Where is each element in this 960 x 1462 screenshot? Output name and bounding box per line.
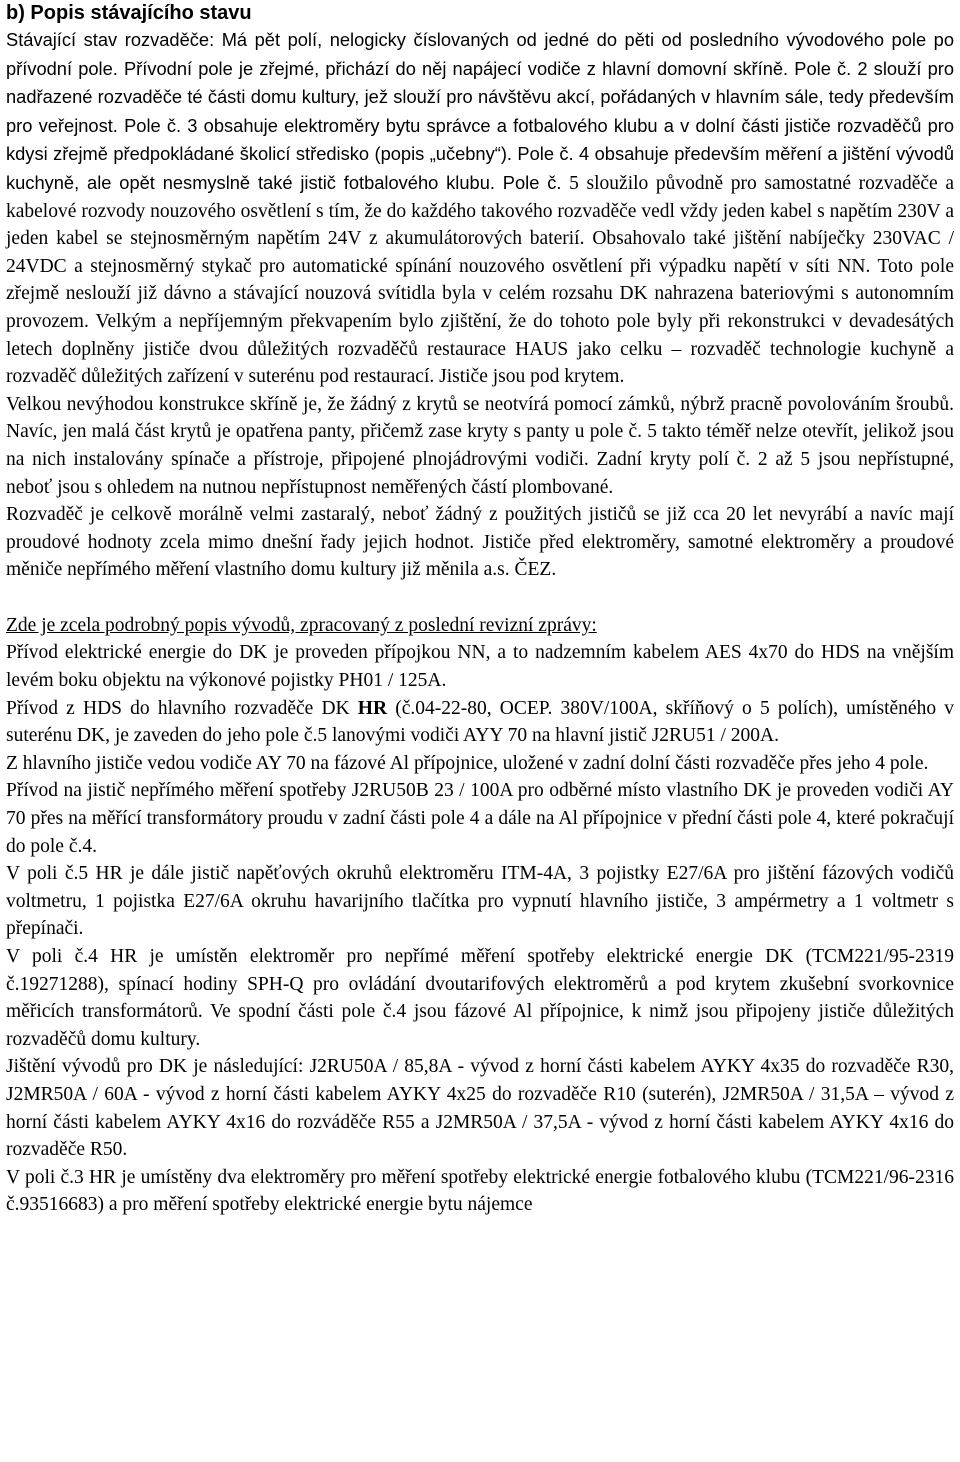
field-5-paragraph: V poli č.5 HR je dále jistič napěťových okruhů elektroměru ITM-4A, 3 pojistky E27/6A pro jištění fázových vodičů voltmetru, 1 pojistka E27/6A okruhu havarijního tlačítka pro vypnutí hlavního jističe, 3 ampérmetry a 1 voltmetr s přepínači. [6, 863, 954, 940]
main-switchboard-text-pre: Přívod z HDS do hlavního rozvaděče DK [6, 697, 358, 719]
cover-paragraph: Velkou nevýhodou konstrukce skříně je, že žádný z krytů se neotvírá pomocí zámků, nýbrž pracně povolováním šroubů. Navíc, jen malá část krytů je opatřena panty, přičemž zase kryty s panty u pole č. 5 takto téměř nelze otevřít, jelikož jsou na nich instalovány spínače a přístroje, připojené plnojádrovými vodiči. Zadní kryty polí č. 2 až 5 jsou nepřístupné, neboť jsou s ohledem na nutnou nepřístupnost neměřených částí plombované. [6, 393, 954, 498]
section-heading: b) Popis stávajícího stavu [6, 2, 252, 24]
field-4-paragraph: V poli č.4 HR je umístěn elektroměr pro nepřímé měření spotřeby elektrické energie DK (TCM221/95-2319 č.19271288), spínací hodiny SPH-Q pro ovládání dvoutarifových elektroměrů a pod krytem zkušební svorkovnice měřicích transformátorů. Ve spodní části pole č.4 jsou fázové Al přípojnice, k nimž jsou připojeny jističe důležitých rozvaděčů domu kultury. [6, 946, 954, 1050]
intro-paragraph [6, 26, 954, 391]
paragraph-gap [6, 584, 954, 612]
main-switchboard-abbr: HR [357, 697, 388, 719]
main-switchboard-paragraph [6, 695, 954, 750]
intro-text-sans: Stávající stav rozvaděče: Má pět polí, nelogicky číslovaných od jedné do pěti od posledního vývodového pole po přívodní pole. Přívodní pole je zřejmé, přichází do něj napájecí vodiče z hlavní domovní skříně. Pole č. 2 slouží pro nadřazené rozvaděče té části domu kultury, jež slouží pro návštěvu akcí, pořádaných v hlavním sále, tedy především pro veřejnost. Pole č. 3 obsahuje elektroměry bytu správce a fotbalového klubu a v dolní části jističe rozvaděčů pro kdysi zřejmě předpokládané školicí středisko (popis „učebny“). Pole č. 4 obsahuje především měření a jištění vývodů kuchyně, ale opět nesmyslně také jistič fotbalového klubu. Pole č. [6, 29, 954, 193]
obsolete-paragraph: Rozvaděč je celkově morálně velmi zastaralý, neboť žádný z použitých jističů se již cca 20 let nevyrábí a navíc mají proudové hodnoty zcela mimo dnešní řady jejich hodnot. Jističe před elektroměry, samotné elektroměry a proudové měniče nepřímého měření vlastního domu kultury již měnila a.s. ČEZ. [6, 504, 954, 581]
field-3-paragraph: V poli č.3 HR je umístěny dva elektroměry pro měření spotřeby elektrické energie fotbalového klubu (TCM221/96-2316 č.93516683) a pro měření spotřeby elektrické energie bytu nájemce [6, 1166, 954, 1216]
intro-text-serif: 5 sloužilo původně pro samostatné rozvaděče a kabelové rozvody nouzového osvětlení s tím, že do každého takového rozvaděče vedl vždy jeden kabel s napětím 230V a jeden kabel se stejnosměrným napětím 24V z akumulátorových baterií. Obsahovalo také jištění nabíječky 230VAC / 24VDC a stejnosměrný stykač pro automatické spínání nouzového osvětlení při výpadku napětí v síti NN. Toto pole zřejmě neslouží již dávno a stávající nouzová svítidla byla v celém rozsahu DK nahrazena bateriovými s autonomním provozem. Velkým a nepříjemným překvapením bylo zjištění, že do tohoto pole byly při rekonstrukci v devadesátých letech doplněny jističe dvou důležitých rozvaděčů restaurace HAUS jako celku – rozvaděč technologie kuchyně a rozvaděč důležitých zařízení v suterénu pod restaurací. Jističe jsou pod krytem. [6, 172, 955, 388]
main-switchboard-text-post: (č.04-22-80, OCEP. 380V/100A, skříňový o 5 polích), umístěného v suterénu DK, je zaveden do jeho pole č.5 lanovými vodiči AYY 70 na hlavní jistič J2RU51 / 200A. [6, 697, 954, 747]
indirect-metering-paragraph: Přívod na jistič nepřímého měření spotřeby J2RU50B 23 / 100A pro odběrné místo vlastního DK je proveden vodiči AY 70 přes na měřící transformátory proudu v zadní části pole 4 a dále na Al přípojnice v přední části pole 4, které pokračují do pole č.4. [6, 780, 954, 857]
detail-heading: Zde je zcela podrobný popis vývodů, zpracovaný z poslední revizní zprávy: [6, 614, 597, 636]
main-breaker-paragraph: Z hlavního jističe vedou vodiče AY 70 na fázové Al přípojnice, uložené v zadní dolní části rozvaděče přes jeho 4 pole. [6, 752, 929, 774]
outputs-paragraph: Jištění vývodů pro DK je následující: J2RU50A / 85,8A - vývod z horní části kabelem AYKY 4x35 do rozvaděče R30, J2MR50A / 60A - vývod z horní části kabelem AYKY 4x25 do rozvaděče R10 (suterén), J2MR50A / 31,5A – vývod z horní části kabelem AYKY 4x16 do rozváděče R55 a J2MR50A / 37,5A - vývod z horní části kabelem AYKY 4x16 do rozvaděče R50. [6, 1056, 954, 1161]
supply-paragraph: Přívod elektrické energie do DK je proveden přípojkou NN, a to nadzemním kabelem AES 4x70 do HDS na vnějším levém boku objektu na výkonové pojistky PH01 / 125A. [6, 642, 954, 692]
